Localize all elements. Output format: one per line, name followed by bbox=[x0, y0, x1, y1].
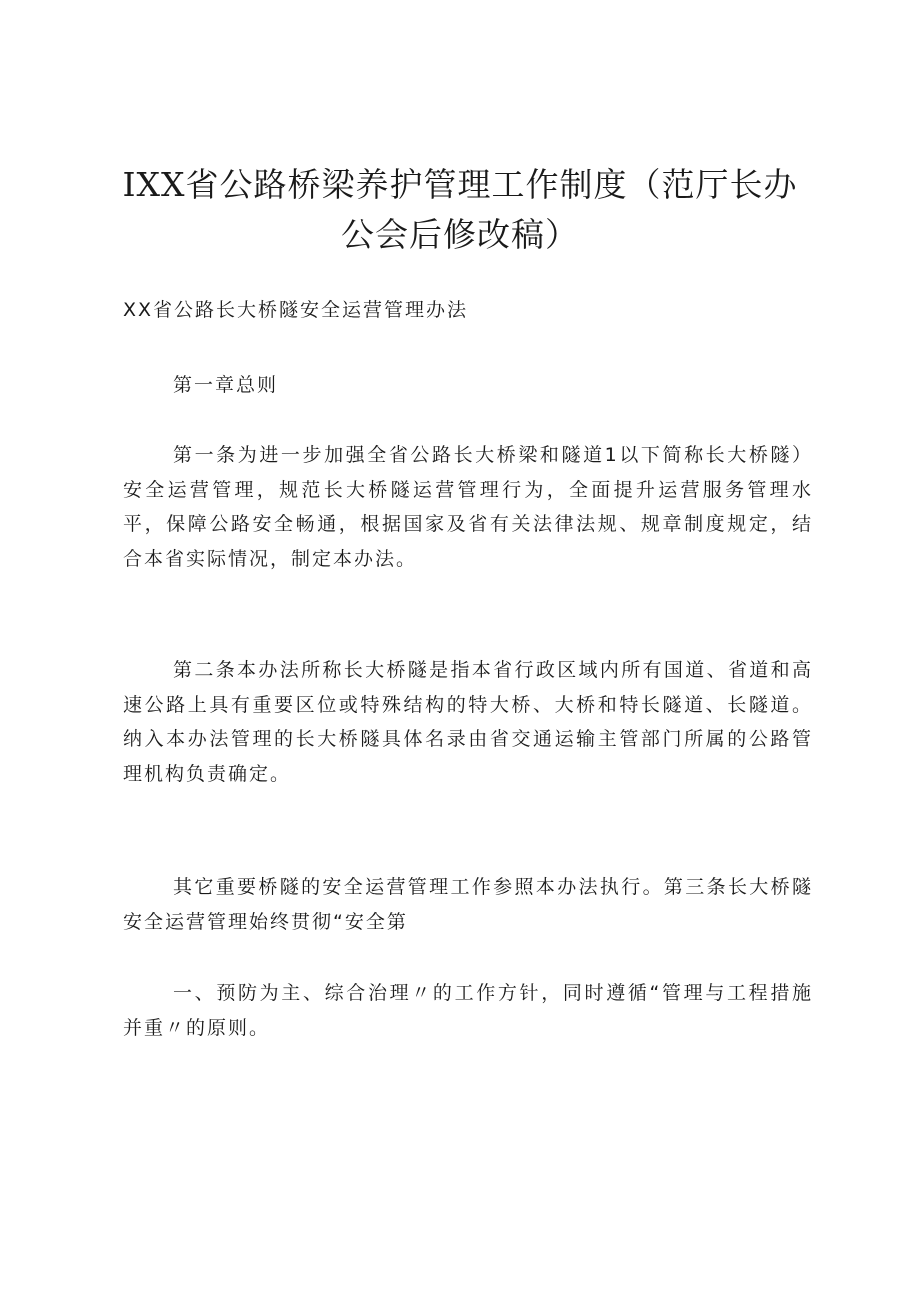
document-subtitle: XX省公路长大桥隧安全运营管理办法 bbox=[123, 299, 469, 321]
paragraph-article-1: 第一条为进一步加强全省公路长大桥梁和隧道1以下简称长大桥隧）安全运营管理，规范长大桥隧运营管理行为，全面提升运营服务管理水平，保障公路安全畅通，根据国家及省有关法律法规、规章制度规定，结合本省实际情况，制定本办法。 bbox=[123, 444, 813, 570]
chapter-heading: 第一章总则 bbox=[173, 374, 279, 396]
paragraph-article-3: 其它重要桥隧的安全运营管理工作参照本办法执行。第三条长大桥隧安全运营管理始终贯彻“安全第 bbox=[123, 876, 813, 933]
document-title: IXX省公路桥梁养护管理工作制度（范厅长办公会后修改稿） bbox=[122, 165, 798, 254]
paragraph-article-2: 第二条本办法所称长大桥隧是指本省行政区域内所有国道、省道和高速公路上具有重要区位或特殊结构的特大桥、大桥和特长隧道、长隧道。纳入本办法管理的长大桥隧具体名录由省交通运输主管部门所属的公路管理机构负责确定。 bbox=[123, 659, 813, 785]
paragraph-principles: 一、预防为主、综合治理〃的工作方针，同时遵循“管理与工程措施并重〃的原则。 bbox=[123, 982, 813, 1039]
